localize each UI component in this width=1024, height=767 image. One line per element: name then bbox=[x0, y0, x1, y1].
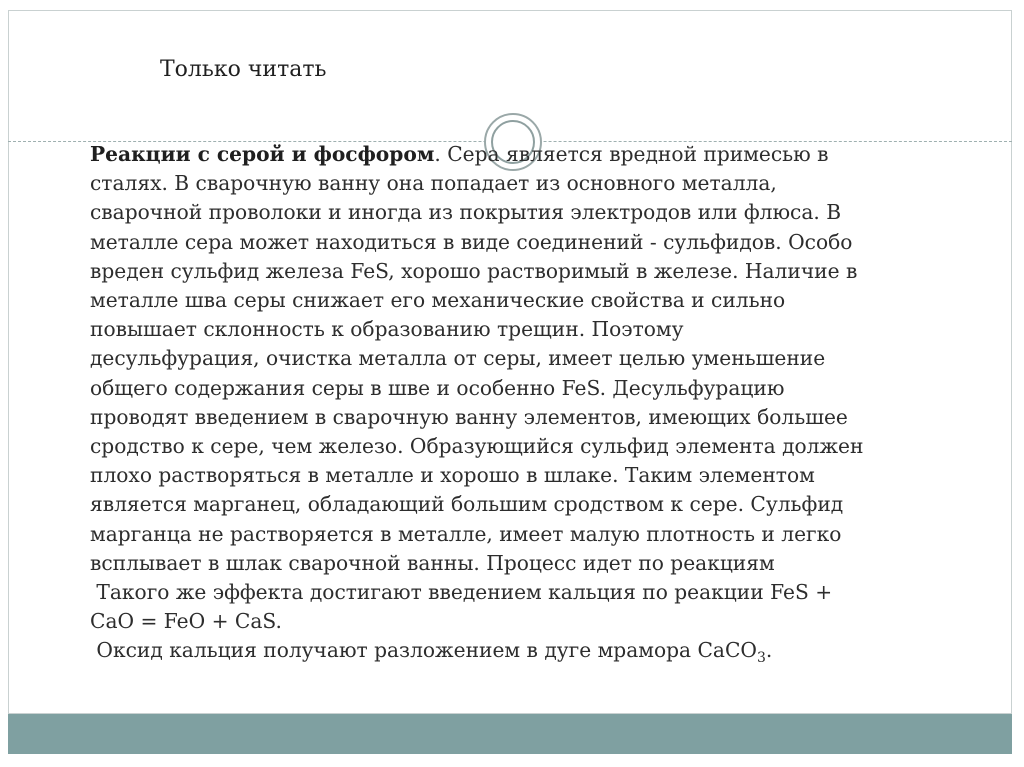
body-line-12: плохо растворяться в металле и хорошо в шлаке. Таким элементом bbox=[90, 463, 815, 488]
body-line-7: повышает склонность к образованию трещин. Поэтому bbox=[90, 317, 684, 342]
section-heading: Реакции с серой и фосфором bbox=[90, 142, 435, 166]
body-line-8: десульфурация, очистка металла от серы, имеет целью уменьшение bbox=[90, 346, 826, 371]
body-line-5: вреден сульфид железа FeS, хорошо растворимый в железе. Наличие в bbox=[90, 258, 858, 283]
body-line-3: сварочной проволоки и иногда из покрытия электродов или флюса. В bbox=[90, 200, 842, 225]
body-line-18 bbox=[90, 636, 950, 673]
body-line-13: является марганец, обладающий большим сродством к сере. Сульфид bbox=[90, 492, 844, 517]
body-line-4: металле сера может находиться в виде соединений - сульфидов. Особо bbox=[90, 229, 853, 254]
body-line-14: марганца не растворяется в металле, имеет малую плотность и легко bbox=[90, 521, 842, 546]
body-line-15: всплывает в шлак сварочной ванны. Процесс идет по реакциям bbox=[90, 550, 775, 575]
formula-subscript: 3 bbox=[756, 650, 766, 667]
body-line-6: металле шва серы снижает его механические свойства и сильно bbox=[90, 288, 786, 313]
body-line-2: сталях. В сварочную ванну она попадает из основного металла, bbox=[90, 171, 777, 196]
body-line-11: сродство к сере, чем железо. Образующийся сульфид элемента должен bbox=[90, 434, 864, 459]
body-line-10: проводят введением в сварочную ванну элементов, имеющих большее bbox=[90, 404, 848, 429]
slide-subtitle: Только читать bbox=[160, 57, 327, 82]
body-line-9: общего содержания серы в шве и особенно FeS. Десульфурацию bbox=[90, 375, 785, 400]
body-text-segment: . Сера является вредной примесью в bbox=[434, 142, 829, 166]
body-line-16: Такого же эффекта достигают введением кальция по реакции FeS + bbox=[90, 580, 833, 605]
final-punctuation: . bbox=[765, 638, 773, 663]
bottom-bar bbox=[8, 714, 1012, 754]
body-text-segment: Оксид кальция получают разложением в дуге мрамора CaCO bbox=[90, 638, 757, 663]
body-line-17: CaO = FeO + CaS. bbox=[90, 609, 282, 634]
body-line-1 bbox=[90, 140, 950, 169]
slide-body bbox=[90, 140, 950, 674]
